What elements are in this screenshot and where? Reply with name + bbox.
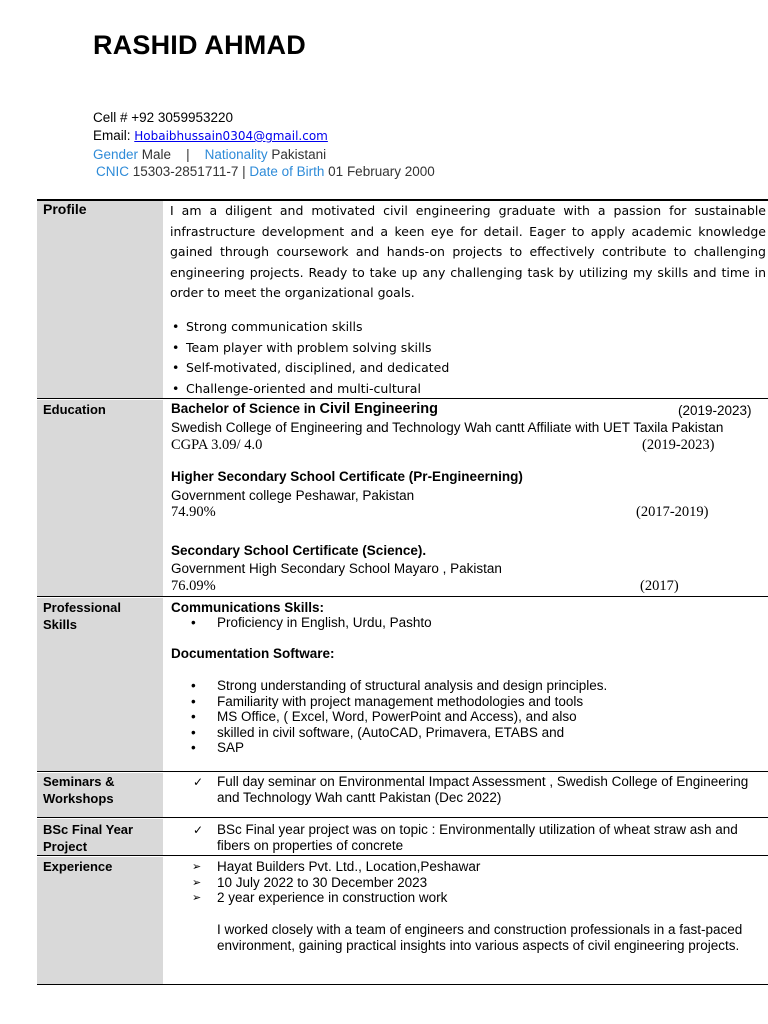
hssc-school: Government college Peshawar, Pakistan: [171, 488, 415, 503]
profile-bullets: [172, 317, 449, 399]
list-item: • MS Office, ( Excel, Word, PowerPoint and Access), and also: [171, 709, 766, 725]
comm-skills-list: [171, 615, 766, 631]
list-item: • Team player with problem solving skills: [172, 338, 449, 359]
ssc-school: Government High Secondary School Mayaro , Pakistan: [171, 561, 502, 576]
divider: [37, 817, 768, 818]
list-item: ✓ BSc Final year project was on topic : Environmentally utilization of wheat straw ash and fibers on properties of concrete: [171, 822, 768, 854]
bsc-title: [171, 400, 438, 418]
gender-label: Gender: [93, 147, 139, 162]
seminars-label: Seminars & Workshops: [43, 774, 115, 806]
divider: [37, 596, 768, 597]
list-item: • Self-motivated, disciplined, and dedicated: [172, 358, 449, 379]
list-item: ➢ 2 year experience in construction work: [171, 890, 768, 906]
list-item: • Strong communication skills: [172, 317, 449, 338]
list-item: • Challenge-oriented and multi-cultural: [172, 379, 449, 400]
separator: |: [186, 147, 190, 162]
gender-value: Male: [138, 147, 172, 162]
divider: [37, 984, 768, 985]
ssc-score: 76.09%: [171, 578, 216, 594]
doc-software-list: [171, 678, 766, 756]
experience-description: I worked closely with a team of engineers and construction professionals in a fast-paced environment, gaining practical insights into various aspects of civil engineering projects.: [217, 922, 743, 953]
education-label: Education: [43, 402, 106, 417]
experience-label: Experience: [43, 859, 113, 874]
candidate-name: RASHID AHMAD: [93, 30, 306, 60]
list-item: ➢ 10 July 2022 to 30 December 2023: [171, 875, 768, 891]
bsc-cgpa: CGPA 3.09/ 4.0: [171, 437, 263, 453]
gender-nationality-line: [93, 146, 326, 163]
ssc-title: Secondary School Certificate (Science).: [171, 543, 427, 558]
seminars-list: [171, 774, 768, 806]
cnic-label: CNIC: [96, 164, 129, 179]
divider: [37, 855, 768, 856]
cell-number: Cell # +92 3059953220: [93, 110, 233, 125]
bsc-years: (2019-2023): [678, 403, 752, 418]
doc-software-title: Documentation Software:: [171, 646, 335, 661]
dob-value: 01 February 2000: [324, 164, 435, 179]
nationality-value: Pakistani: [267, 147, 327, 162]
list-item: • Proficiency in English, Urdu, Pashto: [171, 615, 766, 631]
list-item: • SAP: [171, 740, 766, 756]
separator: |: [242, 164, 246, 179]
email-link[interactable]: Hobaibhussain0304@gmail.com: [134, 129, 328, 143]
hssc-title: Higher Secondary School Certificate (Pr-Engineerning): [171, 469, 523, 484]
cnic-value: 15303-2851711-7: [129, 164, 243, 179]
email-line: [93, 127, 328, 145]
bsc-prefix: Bachelor of Science in: [171, 401, 320, 416]
hssc-score: 74.90%: [171, 504, 216, 520]
skills-label: Professional Skills: [43, 600, 122, 632]
education-label-cell: [37, 400, 163, 596]
divider: [37, 771, 768, 772]
cnic-dob-line: [96, 163, 435, 180]
bsc-school: Swedish College of Engineering and Technology Wah cantt Affiliate with UET Taxila Pakistan: [171, 420, 724, 435]
experience-label-cell: [37, 857, 163, 984]
nationality-label: Nationality: [204, 147, 268, 162]
list-item: • Strong understanding of structural analysis and design principles.: [171, 678, 766, 694]
list-item: ✓ Full day seminar on Environmental Impact Assessment , Swedish College of Engineering and Technology Wah cantt Pakistan (Dec 2022): [171, 774, 768, 806]
profile-label-cell: [37, 201, 163, 398]
profile-label: Profile: [43, 201, 87, 217]
email-label: Email:: [93, 128, 135, 143]
dob-label: Date of Birth: [245, 164, 325, 179]
ssc-years: (2017): [640, 578, 679, 594]
bsc-field: Civil Engineering: [319, 401, 438, 417]
list-item: • skilled in civil software, (AutoCAD, Primavera, ETABS and: [171, 725, 766, 741]
comm-skills-title: Communications Skills:: [171, 600, 325, 615]
list-item: ➢ Hayat Builders Pvt. Ltd., Location,Peshawar: [171, 859, 768, 875]
fyp-list: [171, 822, 768, 854]
profile-text: I am a diligent and motivated civil engineering graduate with a passion for sustainable infrastructure development and a keen eye for detail. Eager to apply academic knowledge gained through coursework and hands-on projects to effectively contribute to challenging engineering projects. Ready to take up any challenging task by utilizing my skills and time in order to meet the organizational goals.: [170, 203, 766, 300]
list-item: • Familiarity with project management methodologies and tools: [171, 694, 766, 710]
fyp-label: BSc Final Year Project: [43, 822, 134, 854]
hssc-years: (2017-2019): [636, 504, 709, 520]
experience-list: [171, 859, 768, 906]
bsc-years-2: (2019-2023): [642, 437, 715, 453]
